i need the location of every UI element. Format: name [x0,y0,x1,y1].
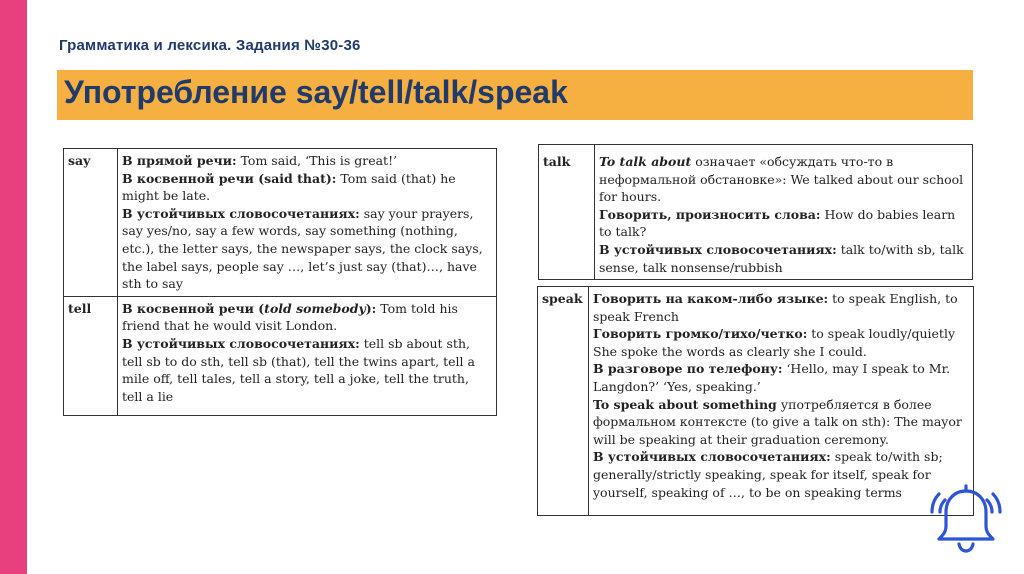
say-tell-table [63,148,497,416]
say-line-2 [122,170,492,205]
speak-label-2: Говорить громко/тихо/четко: [593,326,808,342]
term-say: say [64,149,118,297]
tell-text-1: Tom told his friend that he would visit London. [122,300,458,334]
speak-label-4: To speak about something [593,396,777,412]
talk-table [538,144,973,280]
term-speak: speak [538,287,589,516]
speak-text-4: употребляется в более формальном контексте (to give a talk on sth): The mayor will be speaking at their graduation ceremony. [593,396,962,447]
bell-ringing-icon [925,478,1007,560]
say-line-1 [122,152,492,170]
tell-text-2: tell sb about sth, tell sb to do sth, tell sb (that), tell the twins apart, tell a mile off, tell tales, tell a story, tell a joke, tell the truth, tell a lie [122,335,475,404]
say-text-2: Tom said (that) he might be late. [122,170,456,204]
say-label-1: В прямой речи: [122,153,237,168]
tell-italic-1: told somebody [264,300,366,316]
speak-example-2: She spoke the words as clearly she I could. [593,343,867,359]
speak-label-5: В устойчивых словосочетаниях: [593,449,831,465]
talk-line-1 [599,153,968,206]
desc-talk [595,145,973,280]
desc-tell [118,296,497,416]
speak-line-5 [593,448,969,501]
tell-label-2: В устойчивых словосочетаниях: [122,335,360,351]
speak-text-3: ‘Hello, may I speak to Mr. Langdon?’ ‘Yes, speaking.’ [593,361,951,394]
term-talk: talk [539,145,595,280]
talk-text-2: How do babies learn to talk? [599,206,956,240]
talk-label-2: Говорить, произносить слова: [599,206,821,222]
say-text-1: Tom said, ‘This is great!’ [236,153,398,168]
speak-text-5: speak to/with sb; generally/strictly speaking, speak for itself, speak for yourself, speaking of …, to be on speaking terms [593,449,943,500]
left-accent-bar [0,0,27,574]
desc-say [118,149,497,297]
slide-subtitle: Грамматика и лексика. Задания №30-36 [59,37,361,54]
speak-line-1 [593,290,969,325]
say-label-3: В устойчивых словосочетаниях: [122,205,360,221]
tell-label-1: В косвенной речи ( [122,300,265,316]
talk-label-3: В устойчивых словосочетаниях: [599,241,837,257]
talk-text-1: означает «обсуждать что-то в неформальной обстановке»: We talked about our school for hours. [599,154,964,205]
table-row-say [64,149,497,297]
title-banner [57,70,973,120]
say-label-2: В косвенной речи (said that): [122,170,337,186]
tell-line-1 [122,300,492,335]
speak-text-1: to speak English, to speak French [593,291,958,324]
speak-line-4 [593,396,969,449]
talk-text-3: talk to/with sb, talk sense, talk nonsense/rubbish [599,241,964,275]
tell-label-1-end: ): [365,300,377,316]
table-row-speak [538,287,974,516]
table-row-talk [539,145,973,280]
slide-title: Употребление say/tell/talk/speak [64,74,568,110]
term-tell: tell [64,296,118,416]
speak-label-1: Говорить на каком-либо языке: [593,291,829,306]
speak-line-2 [593,325,969,343]
tell-line-2 [122,335,492,405]
speak-line-3 [593,360,969,395]
talk-line-2 [599,206,968,241]
say-text-3: say your prayers, say yes/no, say a few words, say something (nothing, etc.), the letter says, the newspaper says, the clock says, the label says, people say …, let’s just say (that)…, have sth to say [122,205,483,292]
talk-line-3 [599,241,968,276]
say-line-3 [122,205,492,293]
desc-speak [589,287,974,516]
table-row-tell [64,296,497,416]
talk-italic-1: To talk about [599,154,692,169]
speak-table [537,286,974,516]
speak-text-2: to speak loudly/quietly [807,326,955,342]
speak-label-3: В разговоре по телефону: [593,361,783,377]
